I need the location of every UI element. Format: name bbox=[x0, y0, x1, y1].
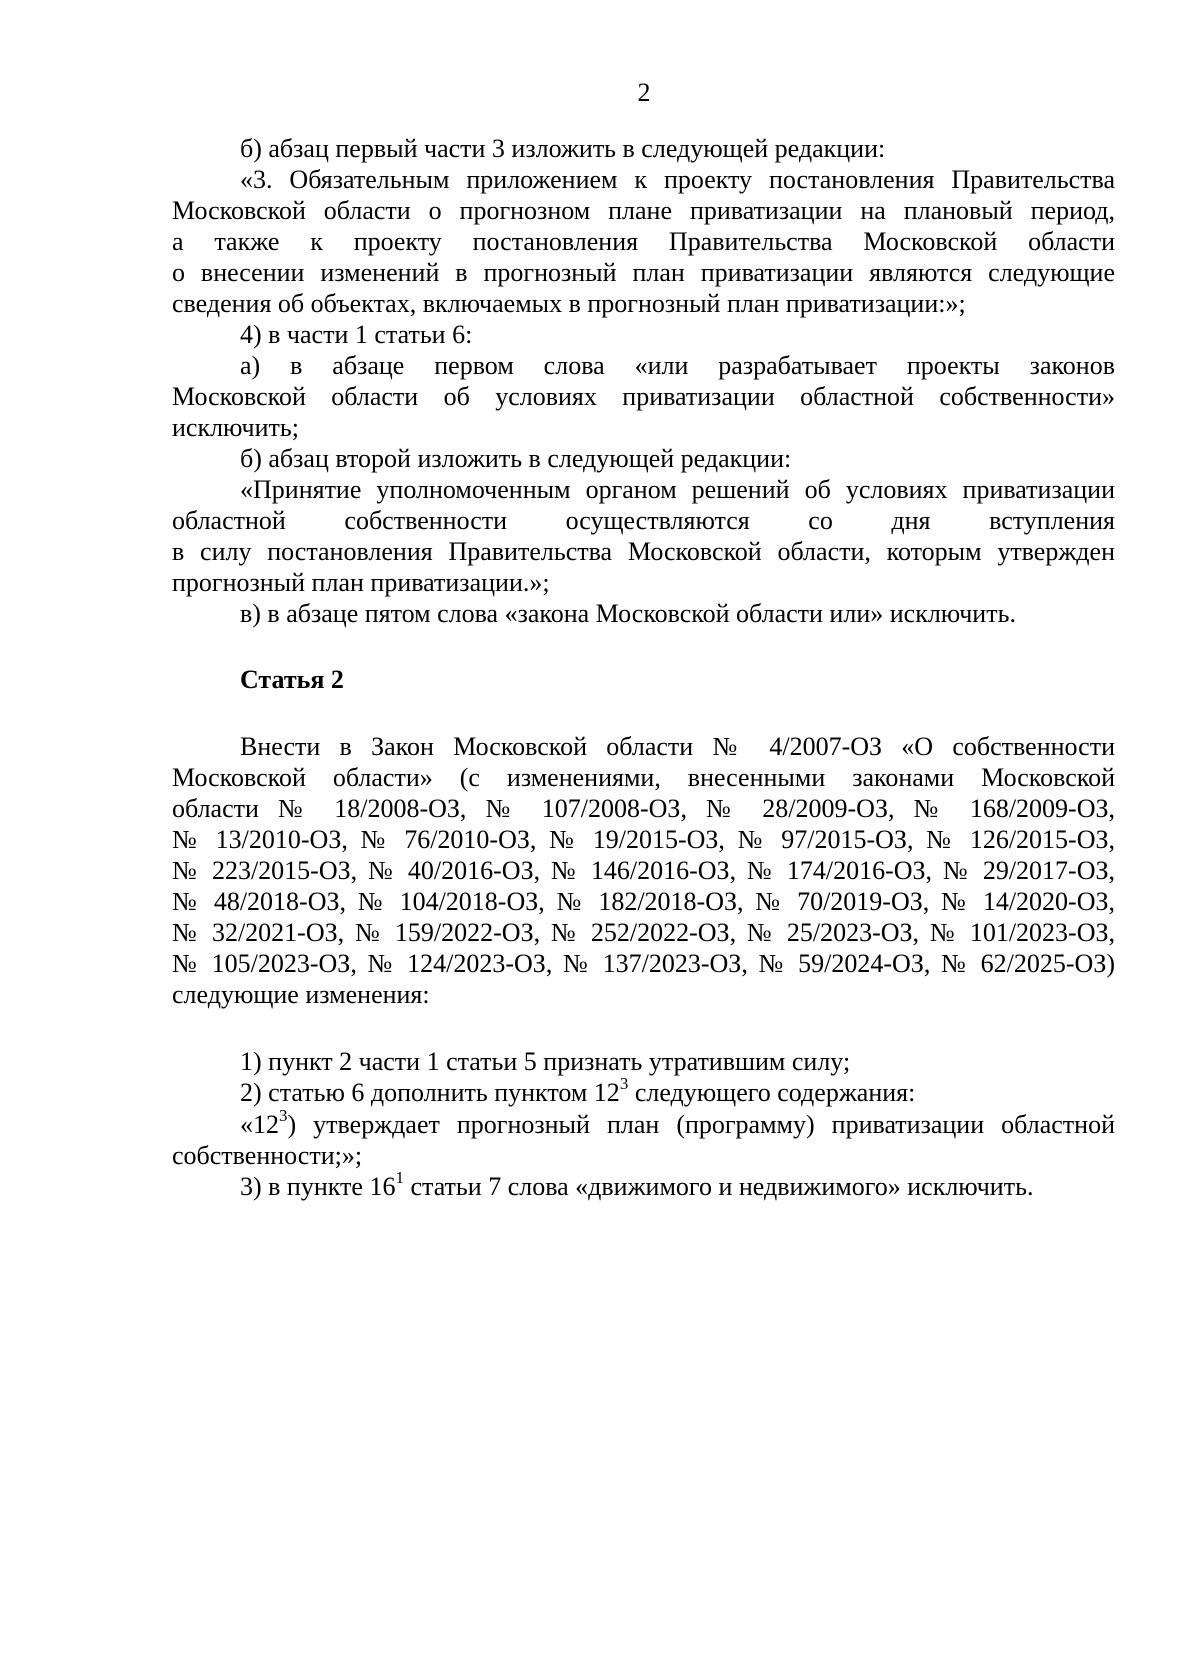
paragraph-line: областной собственности осуществляются со дня вступления bbox=[172, 506, 1115, 535]
paragraph-line: исключить; bbox=[172, 413, 299, 442]
superscript: 3 bbox=[619, 1074, 629, 1094]
paragraph-line: в) в абзаце пятом слова «закона Московской области или» исключить. bbox=[240, 599, 1016, 628]
paragraph-line: № 48/2018-ОЗ, № 104/2018-ОЗ, № 182/2018-ОЗ, № 70/2019-ОЗ, № 14/2020-ОЗ, bbox=[172, 887, 1115, 916]
text-span: ) утверждает прогнозный план (программу) приватизации областной bbox=[287, 1110, 1115, 1139]
paragraph-line: а также к проекту постановления Правительства Московской области bbox=[172, 227, 1115, 256]
paragraph-line: № 13/2010-ОЗ, № 76/2010-ОЗ, № 19/2015-ОЗ, № 97/2015-ОЗ, № 126/2015-ОЗ, bbox=[172, 825, 1115, 854]
list-item bbox=[240, 1074, 916, 1108]
paragraph-line: «Принятие уполномоченным органом решений об условиях приватизации bbox=[240, 475, 1115, 504]
paragraph-line: № 223/2015-ОЗ, № 40/2016-ОЗ, № 146/2016-ОЗ, № 174/2016-ОЗ, № 29/2017-ОЗ, bbox=[172, 856, 1115, 885]
paragraph-line: Московской области о прогнозном плане приватизации на плановый период, bbox=[172, 196, 1115, 225]
superscript: 3 bbox=[279, 1106, 288, 1126]
paragraph-line: следующие изменения: bbox=[172, 980, 430, 1009]
text-span: следующего содержания: bbox=[628, 1078, 916, 1107]
paragraph-line: прогнозный план приватизации.»; bbox=[172, 568, 550, 597]
paragraph-line: Московской области» (с изменениями, внесенными законами Московской bbox=[172, 763, 1115, 792]
paragraph-line: «3. Обязательным приложением к проекту постановления Правительства bbox=[240, 165, 1115, 194]
paragraph-line: б) абзац первый части 3 изложить в следующей редакции: bbox=[240, 134, 886, 163]
article-heading: Статья 2 bbox=[240, 665, 344, 694]
superscript: 1 bbox=[395, 1168, 404, 1188]
paragraph-line: 4) в части 1 статьи 6: bbox=[240, 320, 473, 349]
text-span: 2) статью 6 дополнить пунктом 12 bbox=[240, 1078, 620, 1107]
paragraph-line: в силу постановления Правительства Московской области, которым утвержден bbox=[172, 537, 1115, 566]
paragraph-line: № 105/2023-ОЗ, № 124/2023-ОЗ, № 137/2023-ОЗ, № 59/2024-ОЗ, № 62/2025-ОЗ) bbox=[172, 949, 1115, 978]
list-item bbox=[240, 1168, 1034, 1202]
paragraph-line: собственности;»; bbox=[172, 1141, 363, 1170]
paragraph-line: а) в абзаце первом слова «или разрабатывает проекты законов bbox=[240, 351, 1115, 380]
paragraph-line: Московской области об условиях приватизации областной собственности» bbox=[172, 382, 1115, 411]
text-span: статьи 7 слова «движимого и недвижимого» исключить. bbox=[403, 1172, 1034, 1201]
paragraph-line bbox=[240, 1106, 1115, 1140]
paragraph-line: области № 18/2008-ОЗ, № 107/2008-ОЗ, № 28/2009-ОЗ, № 168/2009-ОЗ, bbox=[172, 794, 1115, 823]
page-number: 2 bbox=[637, 78, 651, 107]
paragraph-line: сведения об объектах, включаемых в прогнозный план приватизации:»; bbox=[172, 289, 966, 318]
paragraph-line: Внести в Закон Московской области № 4/2007-ОЗ «О собственности bbox=[240, 732, 1115, 761]
paragraph-line: б) абзац второй изложить в следующей редакции: bbox=[240, 444, 792, 473]
list-item: 1) пункт 2 части 1 статьи 5 признать утратившим силу; bbox=[240, 1047, 851, 1076]
text-span: «12 bbox=[240, 1110, 279, 1139]
text-span: 3) в пункте 16 bbox=[240, 1172, 396, 1201]
paragraph-line: № 32/2021-ОЗ, № 159/2022-ОЗ, № 252/2022-ОЗ, № 25/2023-ОЗ, № 101/2023-ОЗ, bbox=[172, 918, 1115, 947]
paragraph-line: о внесении изменений в прогнозный план приватизации являются следующие bbox=[172, 258, 1115, 287]
